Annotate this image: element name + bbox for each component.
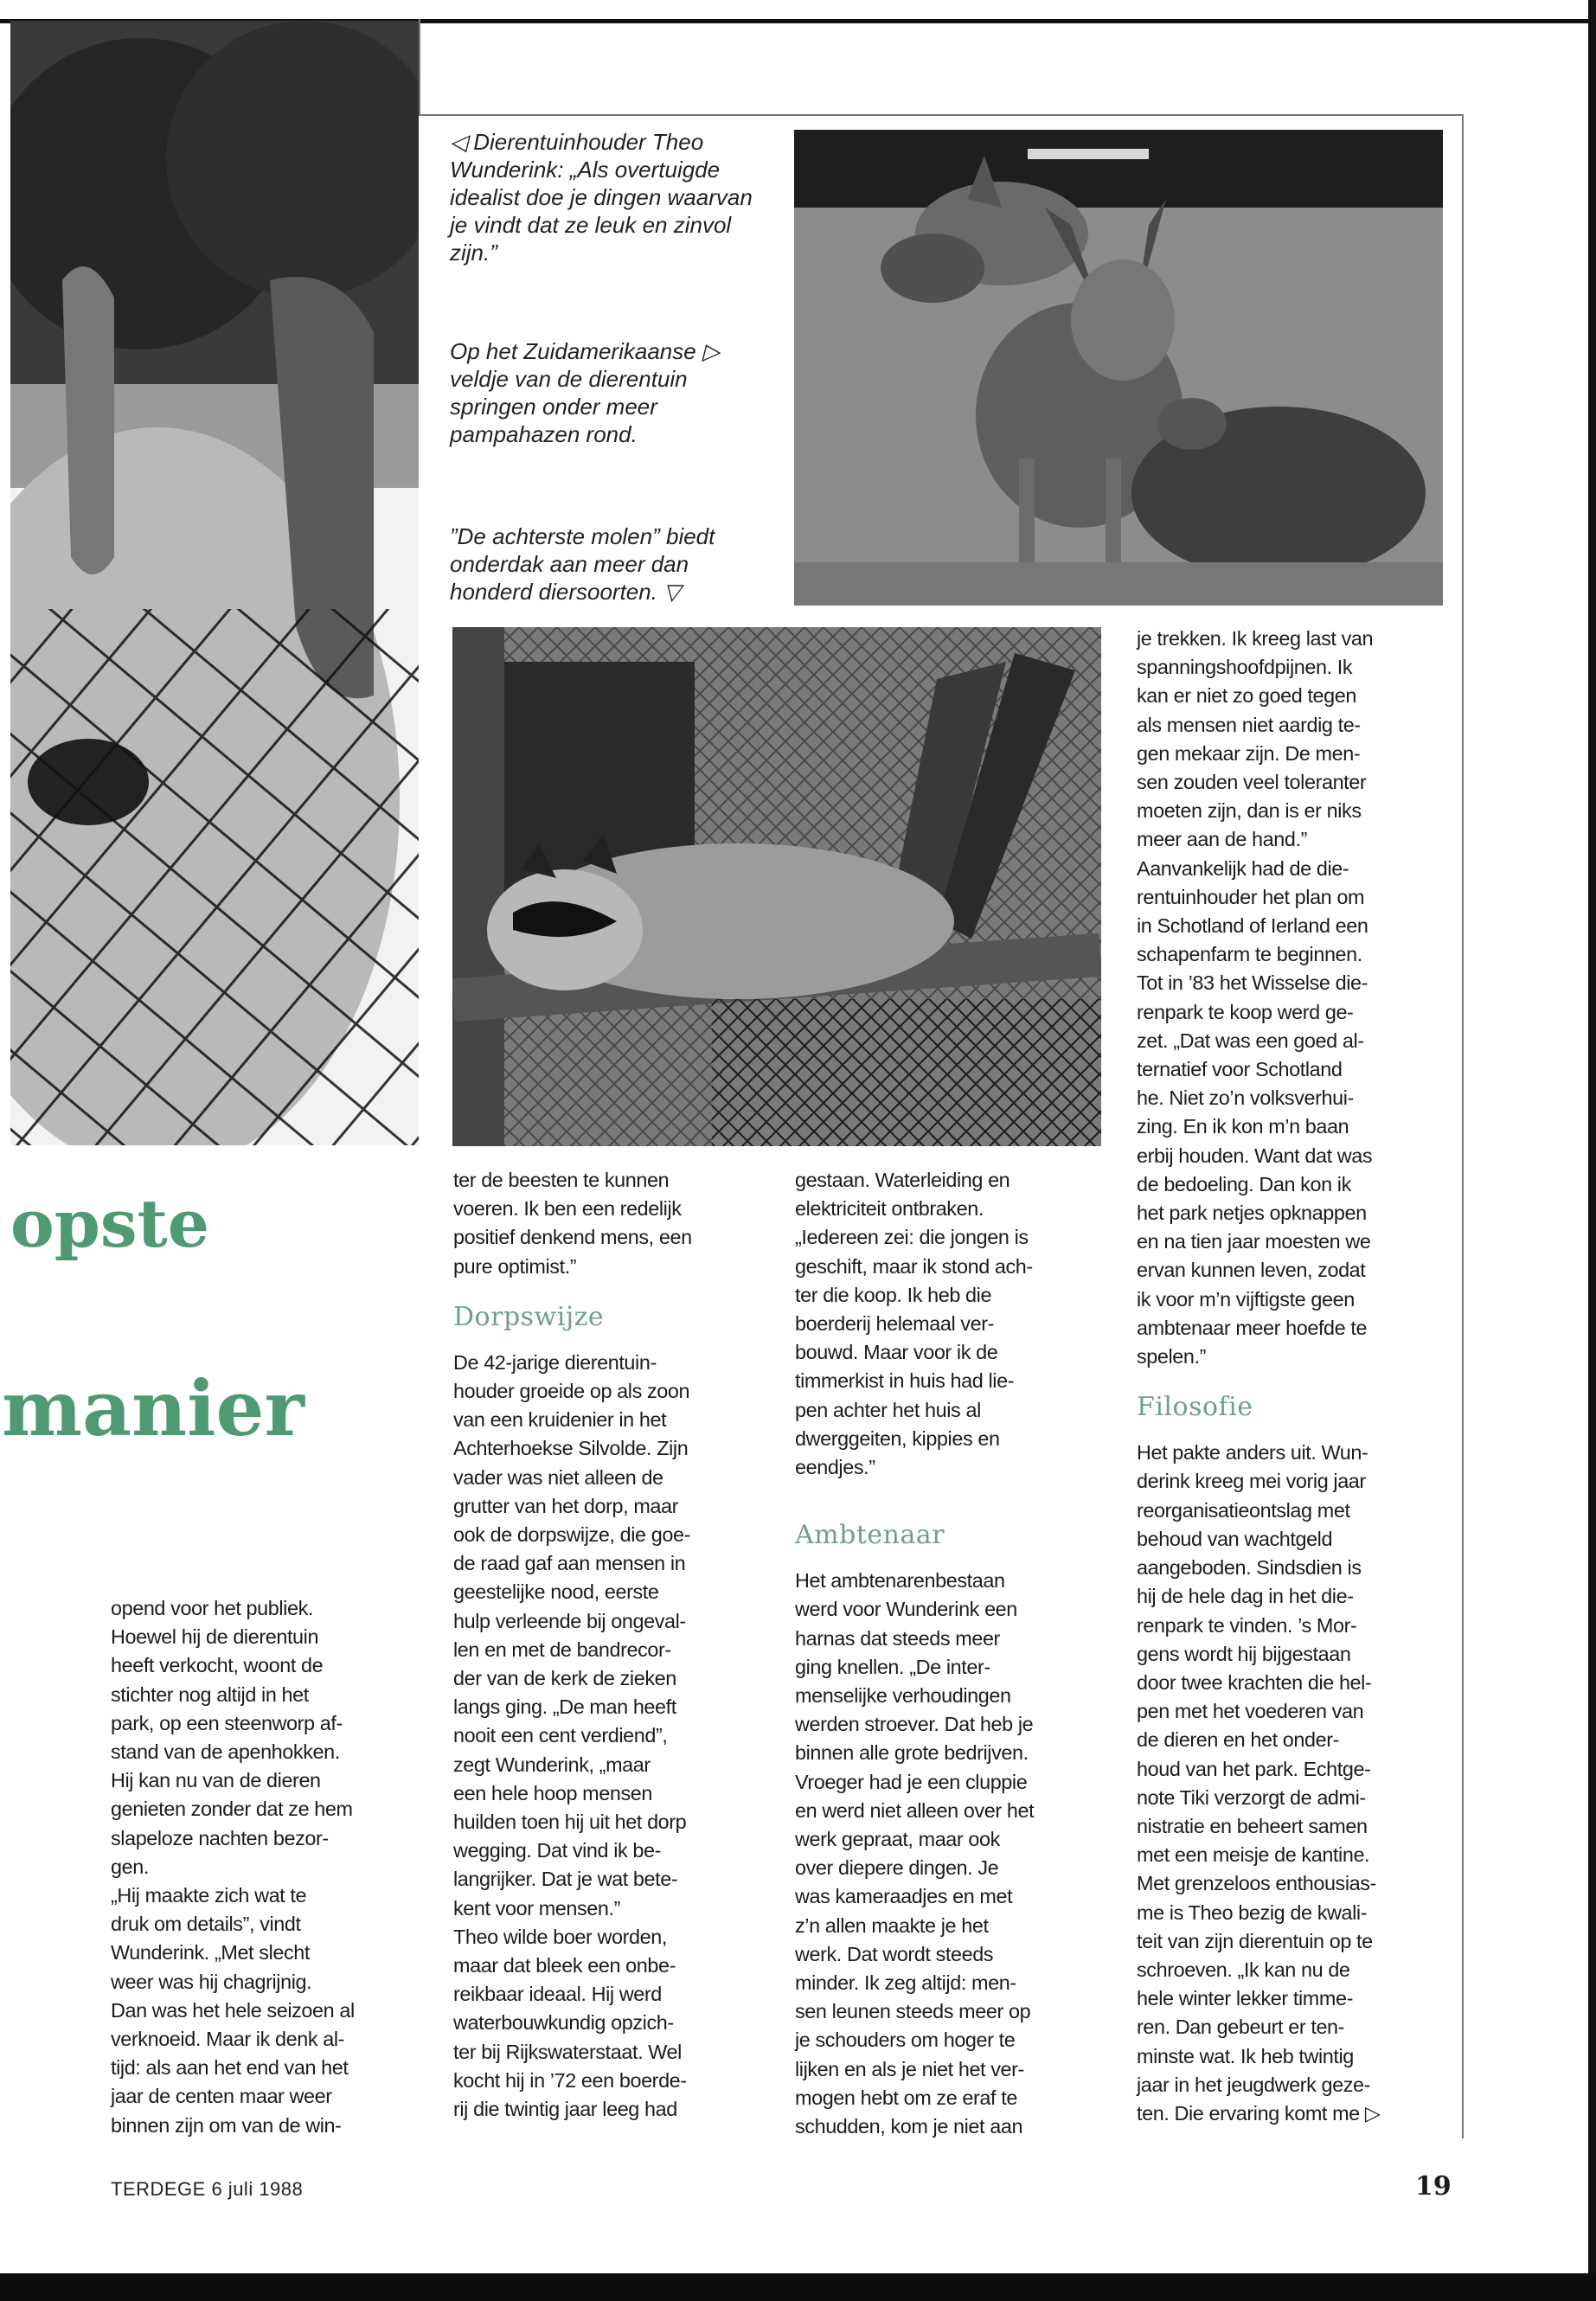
headline-line-1: opste [10, 1185, 210, 1262]
page-number: 19 [1415, 2171, 1452, 2202]
footer-publication: TERDEGE 6 juli 1988 [111, 2178, 304, 2200]
column-3-text-a: gestaan. Waterleiding en elektriciteit ontbraken. „Iedereen zei: die jongen is geschift, maar ik stond ach- ter die koop. Ik heb die boerderij helemaal ver- bouwd. Maar voor ik de timmerkist in huis had lie- pen achter het huis al dwerggeiten, kippies en eendjes.” [795, 1169, 1033, 1479]
article-column-4 [1137, 625, 1457, 2128]
scan-edge-bottom [0, 2273, 1596, 2301]
caption-theo: ◁ Dierentuinhouder Theo Wunderink: „Als overtuigde idealist doe je dingen waarvan je vindt dat ze leuk en zinvol zijn.” [450, 129, 753, 266]
frame-line-right [1462, 114, 1464, 2138]
column-1-text: opend voor het publiek. Hoewel hij de dierentuin heeft verkocht, woont de stichter nog altijd in het park, op een steenworp af- stand van de apenhokken. Hij kan nu van de dieren genieten zonder dat ze hem slapeloze nachten bezor- gen. „Hij maakte zich wat te druk om details”, vindt Wunderink. „Met slecht weer was hij chagrijnig. Dan was het hele seizoen al verknoeid. Maar ik denk al- tijd: als aan het end van het jaar de centen maar weer binnen zijn om van de win- [111, 1597, 355, 2137]
subheading-ambtenaar: Ambtenaar [795, 1520, 945, 1551]
frame-line-left [419, 19, 420, 114]
subheading-filosofie: Filosofie [1137, 1392, 1253, 1423]
scan-edge-top [0, 0, 1596, 23]
subheading-dorpswijze: Dorpswijze [453, 1301, 605, 1332]
photo-pampas-hares [794, 130, 1443, 606]
column-2-text-b: De 42-jarige dierentuin- houder groeide op als zoon van een kruidenier in het Achterhoekse Silvolde. Zijn vader was niet alleen de grutter van het dorp, maar ook de dorpswijze, die goe- de raad gaf aan mensen in geestelijke nood, eerste hulp verleende bij ongeval- len en met de bandrecor- der van de kerk de zieken langs ging. „De man heeft nooit een cent verdiend”, zegt Wunderink, „maar een hele hoop mensen huilden toen hij uit het dorp wegging. Dat vind ik be- langrijker. Dat je wat bete- kent voor mensen.” Theo wilde boer worden, maar dat bleek een onbe- reikbaar ideaal. Hij werd waterbouwkundig opzich- ter bij Rijkswaterstaat. Wel kocht hij in ’72 een boerde- rij die twintig jaar leeg had [453, 1350, 690, 2121]
article-column-1 [111, 1594, 422, 2140]
caption-pampa: Op het Zuidamerikaanse ▷ veldje van de dierentuin springen onder meer pampahazen rond. [450, 338, 720, 447]
column-3-text-b: Het ambtenarenbestaan werd voor Wunderink een harnas dat steeds meer ging knellen. „De inter- menselijke verhoudingen werden stroever. Dat heb je binnen alle grote bedrijven. Vroeger had je een cluppie en werd niet alleen over het werk gepraat, maar ook over diepere dingen. Je was kameraadjes en met z’n allen maakte je het werk. Dat wordt steeds minder. Ik zeg altijd: men- sen leunen steeds meer op je schouders om hoger te lijken en als je niet het ver- mogen hebt om ze eraf te schudden, kom je niet aan [795, 1569, 1035, 2138]
photo-theo-fence [10, 21, 419, 1145]
headline-line-2: manier [2, 1363, 304, 1453]
scan-edge-right [1588, 0, 1596, 2301]
photo-raccoon [452, 627, 1101, 1146]
frame-line-top [419, 114, 1464, 116]
article-column-3 [795, 1166, 1106, 2141]
column-4-text-a: je trekken. Ik kreeg last van spanningshoofdpijnen. Ik kan er niet zo goed tegen als mensen niet aardig te- gen mekaar zijn. De men- sen zouden veel toleranter moeten zijn, dan is er niks meer aan de hand.” Aanvankelijk had de die- rentuinhouder het plan om in Schotland of Ierland een schapenfarm te beginnen. Tot in ’83 het Wisselse die- renpark te koop werd ge- zet. „Dat was een goed al- ternatief voor Schotland he. Niet zo’n volksverhui- zing. En ik kon m’n baan erbij houden. Want dat was de bedoeling. Dan kon ik het park netjes opknappen en na tien jaar moesten we ervan kunnen leven, zodat ik voor m’n vijftigste geen ambtenaar meer hoefde te spelen.” [1137, 627, 1374, 1368]
caption-molen: ”De achterste molen” biedt onderdak aan meer dan honderd diersoorten. ▽ [450, 523, 715, 605]
column-2-text-a: ter de beesten te kunnen voeren. Ik ben een redelijk positief denkend mens, een pure optimist.” [453, 1169, 692, 1278]
column-4-text-b: Het pakte anders uit. Wun- derink kreeg mei vorig jaar reorganisatieontslag met behoud van wachtgeld aangeboden. Sindsdien is hij de hele dag in het die- renpark te vinden. ’s Mor- gens wordt hij bijgestaan door twee krachten die hel- pen met het voederen van de dieren en het onder- houd van het park. Echtge- note Tiki verzorgt de admi- nistratie en beheert samen met een meisje de kantine. Met grenzeloos enthousias- me is Theo bezig de kwali- teit van zijn dierentuin op te schroeven. „Ik kan nu de hele winter lekker timme- ren. Dan gebeurt er ten- minste wat. Ik heb twintig jaar in het jeugdwerk geze- ten. Die ervaring komt me ▷ [1137, 1441, 1381, 2125]
article-column-2 [453, 1166, 769, 2124]
